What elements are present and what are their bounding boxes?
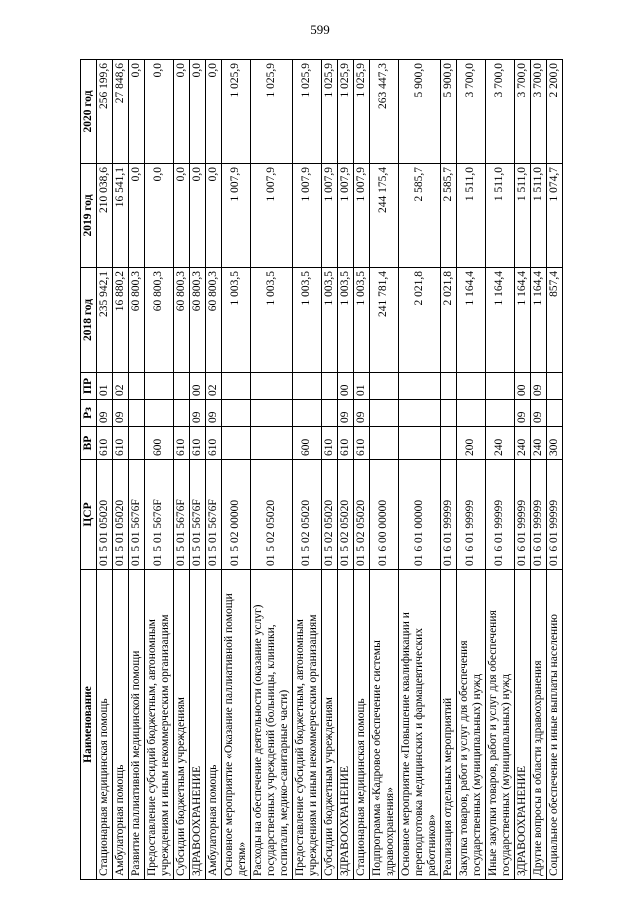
cell-col-name: Закупка товаров, работ и услуг для обеспечения государственных (муниципальных) нужд [456,570,485,880]
cell-col-csr: 01 5 02 05020 [337,460,353,570]
cell-col-2020: 0,0 [205,60,221,164]
cell-col-rz: 09 [530,400,546,427]
cell-col-rz [440,400,456,427]
cell-col-csr: 01 5 02 05020 [353,460,369,570]
cell-col-vr: 610 [353,427,369,460]
table-header-row [81,60,97,880]
table-row [514,60,530,880]
cell-col-2019: 210 038,6 [96,164,112,268]
cell-col-2018: 1 003,5 [250,268,292,373]
cell-col-rz: 09 [514,400,530,427]
table-row [456,60,485,880]
table-row [144,60,173,880]
cell-col-rz [292,400,321,427]
cell-col-csr: 01 5 01 5676F [144,460,173,570]
cell-col-2019: 1 007,9 [353,164,369,268]
cell-col-pr [173,373,189,400]
cell-col-csr: 01 5 01 5676F [205,460,221,570]
cell-col-2018: 1 164,4 [530,268,546,373]
cell-col-2019: 0,0 [205,164,221,268]
cell-col-2018: 60 800,3 [144,268,173,373]
cell-col-2018: 857,4 [546,268,562,373]
cell-col-rz [546,400,562,427]
cell-col-rz [173,400,189,427]
cell-col-name: Социальное обеспечение и иные выплаты населению [546,570,562,880]
cell-col-csr: 01 5 01 5676F [189,460,205,570]
cell-col-2020: 1 025,9 [353,60,369,164]
table-row [173,60,189,880]
cell-col-pr [250,373,292,400]
cell-col-2018: 1 164,4 [514,268,530,373]
cell-col-rz [128,400,144,427]
cell-col-pr [456,373,485,400]
cell-col-2020: 3 700,0 [514,60,530,164]
cell-col-name: Основное мероприятие «Оказание паллиативной помощи детям» [221,570,250,880]
header-col-2018: 2018 год [81,268,97,373]
table-row [337,60,353,880]
cell-col-name: Расходы на обеспечение деятельности (оказание услуг) государственных учреждений (больницы, клиники, госпитали, медико-санитарные части) [250,570,292,880]
cell-col-csr: 01 5 01 5676F [128,460,144,570]
cell-col-vr: 240 [514,427,530,460]
cell-col-2019: 1 511,0 [485,164,514,268]
cell-col-rz: 09 [112,400,128,427]
cell-col-csr: 01 5 02 00000 [221,460,250,570]
cell-col-2019: 1 007,9 [321,164,337,268]
cell-col-2020: 0,0 [173,60,189,164]
cell-col-vr [440,427,456,460]
rotated-table-container [80,60,570,880]
cell-col-name: Субсидии бюджетным учреждениям [173,570,189,880]
cell-col-name: ЗДРАВООХРАНЕНИЕ [514,570,530,880]
cell-col-name: Амбулаторная помощь [205,570,221,880]
cell-col-2019: 1 074,7 [546,164,562,268]
cell-col-csr: 01 6 01 00000 [398,460,440,570]
table-row [485,60,514,880]
cell-col-vr: 610 [337,427,353,460]
cell-col-rz: 09 [189,400,205,427]
cell-col-pr: 00 [514,373,530,400]
cell-col-rz: 09 [205,400,221,427]
cell-col-vr [398,427,440,460]
cell-col-2020: 1 025,9 [292,60,321,164]
cell-col-2020: 0,0 [189,60,205,164]
cell-col-2019: 1 007,9 [221,164,250,268]
cell-col-2019: 0,0 [173,164,189,268]
cell-col-pr [369,373,398,400]
cell-col-name: Реализация отдельных мероприятий [440,570,456,880]
cell-col-2018: 2 021,8 [398,268,440,373]
cell-col-vr: 610 [112,427,128,460]
cell-col-2019: 0,0 [144,164,173,268]
cell-col-2019: 1 511,0 [530,164,546,268]
header-col-rz: Рз [81,400,97,427]
cell-col-vr: 300 [546,427,562,460]
cell-col-2018: 60 800,3 [205,268,221,373]
cell-col-pr: 00 [337,373,353,400]
cell-col-csr: 01 6 01 99999 [530,460,546,570]
cell-col-name: Иные закупки товаров, работ и услуг для обеспечения государственных (муниципальных) нужд [485,570,514,880]
cell-col-name: Развитие паллиативной медицинской помощи [128,570,144,880]
cell-col-name: Другие вопросы в области здравоохранения [530,570,546,880]
cell-col-pr [398,373,440,400]
cell-col-2018: 60 800,3 [189,268,205,373]
cell-col-rz: 09 [96,400,112,427]
cell-col-2020: 0,0 [128,60,144,164]
cell-col-rz [221,400,250,427]
cell-col-2020: 3 700,0 [530,60,546,164]
cell-col-2019: 1 007,9 [292,164,321,268]
cell-col-2018: 60 800,3 [173,268,189,373]
cell-col-2020: 3 700,0 [456,60,485,164]
cell-col-csr: 01 6 01 99999 [485,460,514,570]
cell-col-vr: 610 [205,427,221,460]
cell-col-2020: 1 025,9 [221,60,250,164]
cell-col-2018: 60 800,3 [128,268,144,373]
cell-col-name: Предоставление субсидий бюджетным, автономным учреждениям и иным некоммерческим организациям [144,570,173,880]
cell-col-csr: 01 5 02 05020 [292,460,321,570]
table-row [530,60,546,880]
table-row [321,60,337,880]
cell-col-pr: 02 [205,373,221,400]
cell-col-pr [485,373,514,400]
cell-col-csr: 01 6 00 00000 [369,460,398,570]
cell-col-vr: 200 [456,427,485,460]
cell-col-2020: 1 025,9 [337,60,353,164]
cell-col-rz [321,400,337,427]
cell-col-csr: 01 6 01 99999 [440,460,456,570]
cell-col-2020: 263 447,3 [369,60,398,164]
cell-col-vr: 610 [96,427,112,460]
header-col-2020: 2020 год [81,60,97,164]
cell-col-vr: 240 [485,427,514,460]
cell-col-vr: 600 [144,427,173,460]
cell-col-pr: 01 [96,373,112,400]
cell-col-name: ЗДРАВООХРАНЕНИЕ [189,570,205,880]
cell-col-2018: 241 781,4 [369,268,398,373]
cell-col-rz [398,400,440,427]
table-row [398,60,440,880]
cell-col-2020: 3 700,0 [485,60,514,164]
cell-col-csr: 01 5 02 05020 [250,460,292,570]
cell-col-vr: 610 [189,427,205,460]
table-row [250,60,292,880]
cell-col-2020: 0,0 [144,60,173,164]
cell-col-2019: 2 585,7 [440,164,456,268]
cell-col-2020: 1 025,9 [321,60,337,164]
cell-col-2019: 0,0 [128,164,144,268]
cell-col-vr [221,427,250,460]
cell-col-2020: 5 900,0 [440,60,456,164]
cell-col-rz [369,400,398,427]
cell-col-2019: 0,0 [189,164,205,268]
cell-col-2020: 256 199,6 [96,60,112,164]
cell-col-name: Амбулаторная помощь [112,570,128,880]
table-body [96,60,562,880]
table-row [440,60,456,880]
table-row [353,60,369,880]
header-col-csr: ЦСР [81,460,97,570]
cell-col-2019: 1 511,0 [456,164,485,268]
cell-col-rz [456,400,485,427]
cell-col-csr: 01 6 01 99999 [546,460,562,570]
cell-col-rz [250,400,292,427]
cell-col-csr: 01 6 01 99999 [456,460,485,570]
cell-col-2019: 16 541,1 [112,164,128,268]
cell-col-pr [128,373,144,400]
cell-col-rz: 09 [337,400,353,427]
cell-col-name: Предоставление субсидий бюджетным, автономным учреждениям и иным некоммерческим организациям [292,570,321,880]
header-col-pr: ПР [81,373,97,400]
table-row [369,60,398,880]
cell-col-name: Стационарная медицинская помощь [96,570,112,880]
table-row [112,60,128,880]
cell-col-name: Субсидии бюджетным учреждениям [321,570,337,880]
header-col-2019: 2019 год [81,164,97,268]
cell-col-2020: 27 848,6 [112,60,128,164]
table-row [205,60,221,880]
cell-col-name: Стационарная медицинская помощь [353,570,369,880]
cell-col-pr [144,373,173,400]
cell-col-2018: 1 003,5 [221,268,250,373]
cell-col-2020: 5 900,0 [398,60,440,164]
cell-col-csr: 01 6 01 99999 [514,460,530,570]
cell-col-csr: 01 5 01 05020 [112,460,128,570]
cell-col-2018: 2 021,8 [440,268,456,373]
cell-col-pr: 09 [530,373,546,400]
header-col-vr: ВР [81,427,97,460]
cell-col-2018: 1 164,4 [456,268,485,373]
table-row [546,60,562,880]
cell-col-pr [221,373,250,400]
cell-col-2020: 1 025,9 [250,60,292,164]
cell-col-pr: 02 [112,373,128,400]
cell-col-vr [250,427,292,460]
cell-col-rz [144,400,173,427]
page-number: 599 [310,22,330,37]
cell-col-vr: 610 [173,427,189,460]
cell-col-rz [485,400,514,427]
cell-col-2018: 1 003,5 [353,268,369,373]
cell-col-name: ЗДРАВООХРАНЕНИЕ [337,570,353,880]
cell-col-2020: 2 200,0 [546,60,562,164]
cell-col-pr: 00 [189,373,205,400]
table-row [292,60,321,880]
cell-col-2018: 1 003,5 [292,268,321,373]
cell-col-2019: 1 007,9 [337,164,353,268]
cell-col-2019: 2 585,7 [398,164,440,268]
table-row [128,60,144,880]
cell-col-2019: 244 175,4 [369,164,398,268]
cell-col-csr: 01 5 02 05020 [321,460,337,570]
cell-col-pr: 01 [353,373,369,400]
table-row [221,60,250,880]
table-row [189,60,205,880]
header-col-name: Наименование [81,570,97,880]
cell-col-vr [128,427,144,460]
cell-col-2018: 16 880,2 [112,268,128,373]
cell-col-vr: 610 [321,427,337,460]
cell-col-pr [292,373,321,400]
cell-col-pr [440,373,456,400]
cell-col-rz: 09 [353,400,369,427]
cell-col-2018: 1 003,5 [337,268,353,373]
cell-col-vr [369,427,398,460]
table-row [96,60,112,880]
cell-col-2018: 1 164,4 [485,268,514,373]
cell-col-name: Основное мероприятие «Повышение квалификации и переподготовка медицинских и фармацевтических работников» [398,570,440,880]
cell-col-csr: 01 5 01 05020 [96,460,112,570]
cell-col-vr: 600 [292,427,321,460]
cell-col-2018: 1 003,5 [321,268,337,373]
cell-col-pr [546,373,562,400]
budget-table [80,59,563,880]
cell-col-csr: 01 5 01 5676F [173,460,189,570]
cell-col-2018: 235 942,1 [96,268,112,373]
cell-col-2019: 1 511,0 [514,164,530,268]
cell-col-name: Подпрограмма «Кадровое обеспечение системы здравоохранения» [369,570,398,880]
cell-col-2019: 1 007,9 [250,164,292,268]
cell-col-vr: 240 [530,427,546,460]
cell-col-pr [321,373,337,400]
